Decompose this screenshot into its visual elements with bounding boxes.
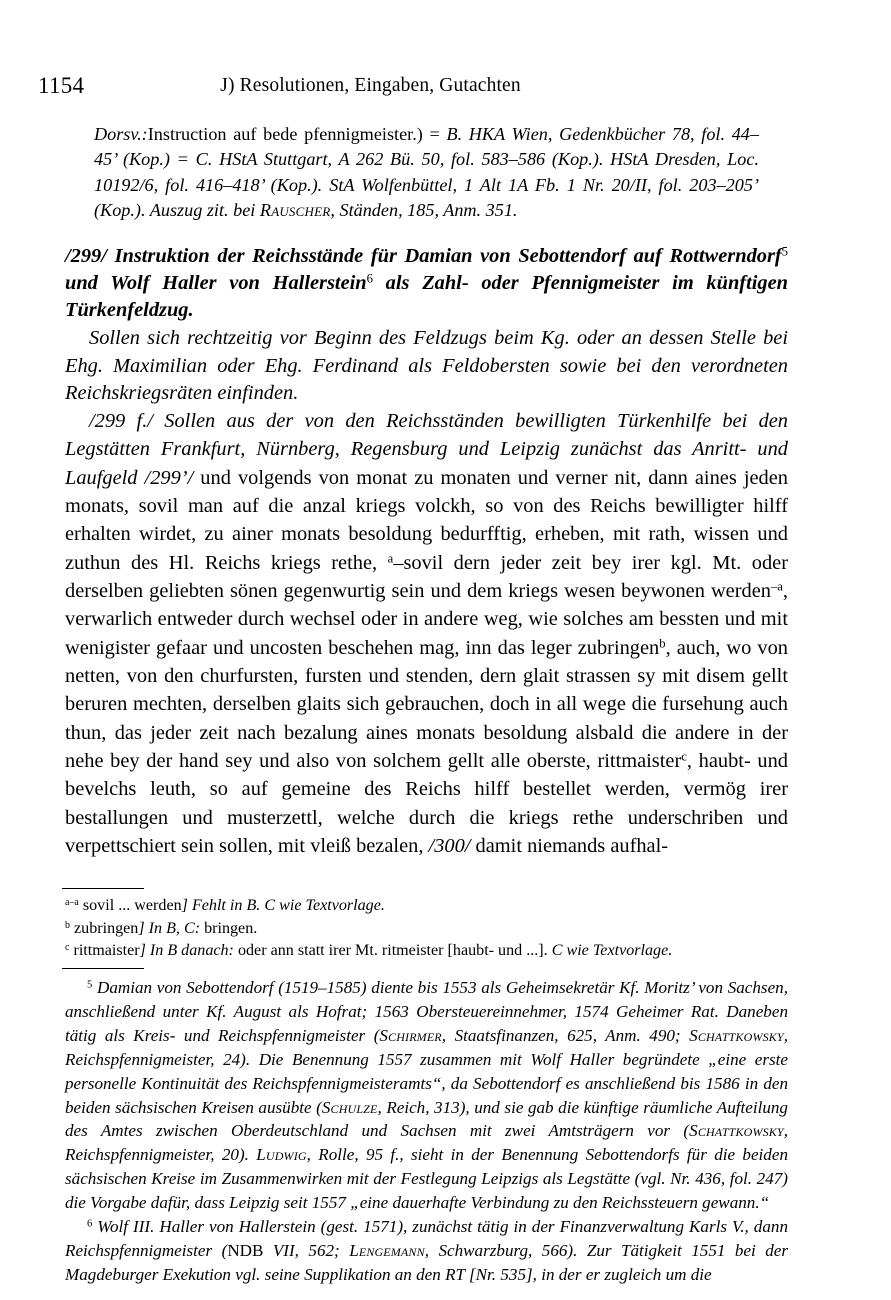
footnote-5 (65, 976, 788, 1215)
apparatus-marker-b: b (65, 919, 70, 931)
footnote-5-seg-2: , Staatsfinanzen, 625, Anm. 490; (441, 1025, 690, 1045)
apparatus-reading-c: In B danach: (145, 942, 238, 960)
footnote-5-seg-4: , Reich, 313), und sie gab die künftige räumliche Aufteilung des Amtes zwischen Oberdeutschland und Sachsen mit zwei Amtsträgern vor ( (65, 1097, 788, 1141)
heading-part-3: als Zahl- oder Pfennigmeister im künftigen Türkenfeldzug. (65, 272, 788, 322)
body-roman-6: damit niemands aufhal- (470, 835, 669, 858)
footnote-5-seg-3: , Reichspfennigmeister, 24). Die Benennung 1557 zusammen mit Wolf Haller begründete „eine erste personelle Kontinuität des Reichspfennigmeisteramts“, da Sebottendorf es anschließend bis 1586 in den beiden sächsischen Kreisen ausübte ( (65, 1025, 788, 1117)
apparatus-reading-c-italic2: C wie Textvorlage. (551, 942, 673, 960)
body-roman-4: , auch, wo von netten, von den churfursten, fursten und stenden, dern glait strassen sy mit disem gellt beruren mechten, derselben glaits sich gebrauchen, doch in all wege die fursehung auch thun, das jeder zeit nach bezalung aines monats besoldung alsbald die andere in der nehe bey der hand sey und also von solchem gellt alle oberste, rittmaister (65, 636, 788, 773)
footnote-6-seg-1: Wolf III. Haller von Hallerstein (gest. 1571), zunächst tätig in der Finanzverwaltung Karls V., dann Reichspfennigmeister ( (65, 1217, 788, 1260)
body-folio-marker-3: /300/ (428, 835, 471, 858)
footnote-5-ref-schirmer: Schirmer (379, 1025, 442, 1045)
apparatus-lemma-b: zubringen (69, 919, 139, 937)
apparatus-lemma-c: rittmaister (69, 942, 140, 960)
textual-apparatus (65, 895, 788, 963)
footnote-number-5: 5 (87, 979, 93, 991)
footnote-6-seg-3: , Schwarzburg, 566). Zur Tätigkeit 1551 bei der Magdeburger Exekution vgl. seine Supplikation an den RT [Nr. 535], in der er zugleich um die (65, 1240, 788, 1284)
body-folio-marker-2: /299’/ (144, 466, 194, 489)
apparatus-bracket-a: ] (181, 897, 188, 914)
apparatus-reading-b: In B, C: (144, 919, 205, 937)
footnote-ref-5[interactable]: 5 (781, 244, 788, 259)
body-roman-1: und volgends von monat zu monaten und verner nit, dann aines jeden monats, sovil man auf die anzal kriegs volckh, so von des Reichs bewilligter hilff erhalten wirdet, zu ainer monats besoldung bedurfftig, erheben, mit rath, wissen und zuthun des Hl. Reichs kriegs rethe, (65, 466, 788, 574)
apparatus-ref-a-close[interactable]: –a (770, 579, 783, 594)
footnote-6-seg-2: VII, 562; (263, 1240, 350, 1260)
apparatus-reading-c-roman: oder ann statt irer Mt. ritmeister [haubt- und ...]. (237, 942, 552, 960)
apparatus-reading-b-roman: bringen. (204, 919, 258, 937)
folio-marker: /299/ (65, 245, 107, 267)
footnote-6 (65, 1215, 788, 1287)
footnote-5-ref-schattkowsky-1: Schattkowsky (689, 1025, 784, 1045)
heading-part-1: Instruktion der Reichsstände für Damian von Sebottendorf auf Rottwerndorf (106, 245, 782, 267)
running-head (0, 72, 891, 100)
source-note-italic-tail: , Ständen, 185, Anm. 351. (330, 200, 518, 221)
footnote-ref-6[interactable]: 6 (366, 271, 373, 286)
apparatus-ref-b[interactable]: b (659, 636, 666, 651)
page-number: 1154 (38, 73, 85, 98)
body-folio-marker-1: /299 f./ (89, 410, 153, 432)
dorsv-label: Dorsv.: (94, 124, 148, 144)
body-paragraph (65, 407, 788, 861)
source-note-block (65, 122, 759, 224)
apparatus-entry-c (65, 940, 788, 963)
apparatus-entry-a (65, 895, 788, 918)
apparatus-entry-b (65, 918, 788, 941)
source-note-roman: Instruction auf bede pfennigmeister.) = (147, 124, 447, 144)
heading-part-2: und Wolf Haller von Hallerstein (65, 272, 367, 295)
body-roman-5: , haubt- und bevelchs leuth, so auf gemeine des Reichs hilff bestellet werden, vermög irer bestallungen und musterzettl, welche durch die kriegs rethe underschriben und verpettschiert sein sollen, mit vleiß bezalen, (65, 750, 788, 858)
footnote-6-ref-lengemann: Lengemann (349, 1240, 425, 1260)
source-note-italic: B. HKA Wien, Gedenkbücher 78, fol. 44–45’ (Kop.) = C. HStA Stuttgart, A 262 Bü. 50, fol. 583–586 (Kop.). HStA Dresden, Loc. 10192/6, fol. 416–418’ (Kop.). StA Wolfenbüttel, 1 Alt 1A Fb. 1 Nr. 20/II, fol. 203–205’ (Kop.). Auszug zit. bei (94, 124, 759, 221)
body-roman-3: , verwarlich entweder durch wechsel oder in andere weg, wie solches am bessten und mit wenigister gefaar und uncosten beschehen mag, inn das leger zubringen (65, 580, 788, 659)
apparatus-bracket-c: ] (139, 942, 146, 960)
apparatus-ref-c[interactable]: c (681, 749, 687, 764)
footnote-6-ref-ndb: NDB (227, 1240, 264, 1260)
apparatus-bracket-b: ] (138, 919, 145, 937)
apparatus-ref-a-open[interactable]: a (387, 551, 394, 566)
apparatus-marker-a: a–a (65, 896, 79, 908)
body-roman-2: –sovil dern jeder zeit bey irer kgl. Mt. oder derselben geliebten sönen gegenwurtig sein und dem kriegs wesen beywonen werden (65, 551, 788, 603)
footnote-number-6: 6 (87, 1218, 93, 1230)
apparatus-lemma-a: sovil ... werden (78, 897, 182, 914)
document-heading (65, 243, 788, 325)
footnote-5-seg-1: Damian von Sebottendorf (1519–1585) diente bis 1553 als Geheimsekretär Kf. Moritz’ von Sachsen, anschließend unter Kf. August als Hofrat; 1563 Obersteuereinnehmer, 1574 Geheimer Rat. Daneben tätig als Kreis- und Reichspfennigmeister ( (65, 978, 788, 1045)
footnote-block (65, 976, 788, 1287)
source-note-reference: Rauscher (259, 200, 331, 221)
running-head-title: J) Resolutionen, Eingaben, Gutachten (220, 75, 521, 96)
apparatus-marker-c: c (65, 942, 70, 953)
footnote-5-seg-6: , Rolle, 95 f., sieht in der Benennung Sebottendorfs für die beiden sächsischen Kreise im Zusammenwirken mit der Festlegung Leipzigs als Legstätte (vgl. Nr. 436, fol. 247) die Vorgabe dafür, dass Leipzig seit 1557 „eine dauerhafte Verbindung zu den Reichssteuern gewann.“ (65, 1145, 788, 1213)
footnote-separator-rule (62, 968, 144, 969)
regest-paragraph: Sollen sich rechtzeitig vor Beginn des Feldzugs beim Kg. oder an dessen Stelle bei Ehg. Maximilian oder Ehg. Ferdinand als Feldobersten sowie bei den verordneten Reichskriegsräten einfinden. (65, 327, 788, 404)
footnote-5-ref-ludwig: Ludwig (256, 1145, 307, 1165)
body-italic-lead: Sollen aus der von den Reichsständen bewilligten Türkenhilfe bei den Legstätten Frankfurt, Nürnberg, Regensburg und Leipzig zunächst das Anritt- und Laufgeld (65, 410, 789, 489)
apparatus-separator-rule (62, 888, 144, 889)
footnote-5-seg-5: , Reichspfennigmeister, 20). (65, 1121, 788, 1165)
footnote-5-ref-schattkowsky-2: Schattkowsky (689, 1121, 784, 1141)
footnote-5-ref-schulze: Schulze (321, 1097, 378, 1117)
apparatus-reading-a: Fehlt in B. C wie Textvorlage. (187, 897, 385, 914)
